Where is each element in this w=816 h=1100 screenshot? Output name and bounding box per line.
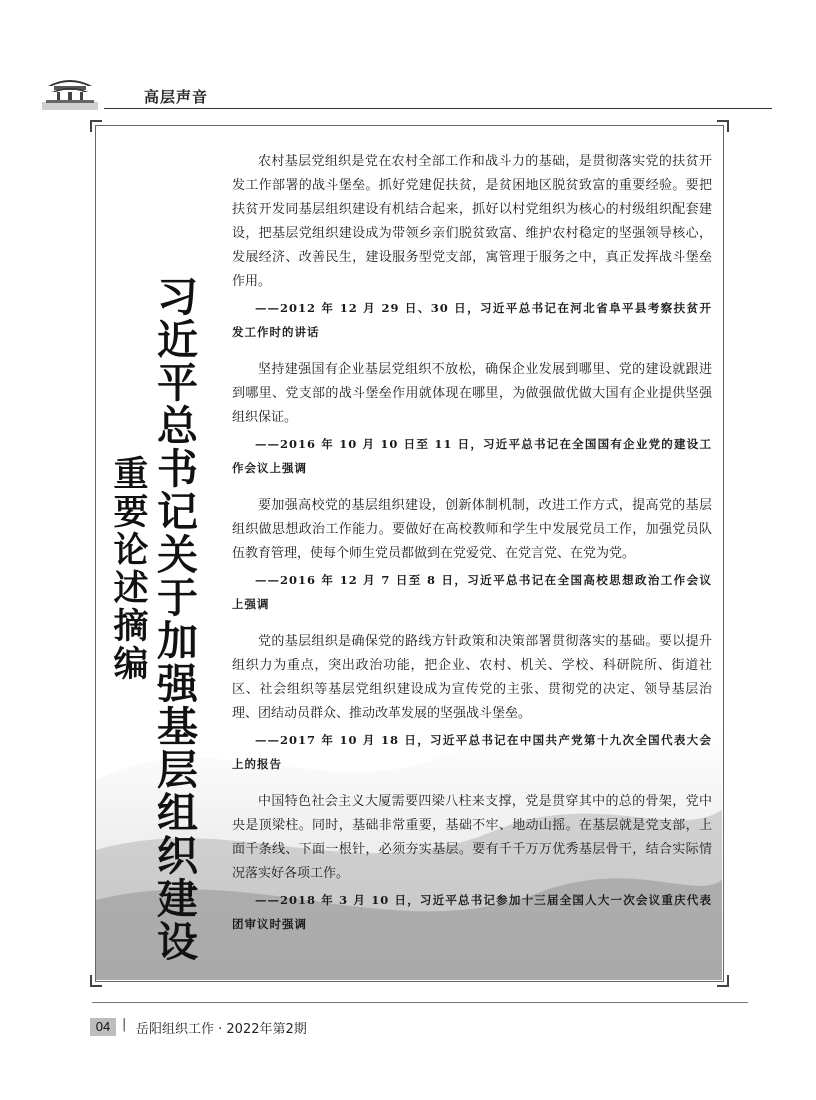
quote-text: 党的基层组织是确保党的路线方针政策和决策部署贯彻落实的基础。要以提升组织力为重点，突出政治功能，把企业、农村、机关、学校、科研院所、街道社区、社会组织等基层党组织建设成为宣传党的主张、贯彻党的决定、领导基层治理、团结动员群众、推动改革发展的坚强战斗堡垒。: [232, 634, 712, 721]
article-title: 习近平总书记关于加强基层组织建设: [150, 275, 198, 963]
quote-source: ——2012 年 12 月 29 日、30 日，习近平总书记在河北省阜平县考察扶贫开发工作时的讲话: [232, 301, 712, 339]
footer-divider: [92, 1002, 748, 1003]
section-label: 高层声音: [144, 88, 209, 106]
quote-text: 农村基层党组织是党在农村全部工作和战斗力的基础，是贯彻落实党的扶贫开发工作部署的战斗堡垒。抓好党建促扶贫，是贫困地区脱贫致富的重要经验。要把扶贫开发同基层组织建设有机结合起来，抓好以村党组织为核心的村级组织配套建设，把基层党组织建设成为带领乡亲们脱贫致富、维护农村稳定的坚强领导核心，发展经济、改善民生，建设服务型党支部，寓管理于服务之中，真正发挥战斗堡垒作用。: [232, 154, 712, 289]
quote-source: ——2018 年 3 月 10 日，习近平总书记参加十三届全国人大一次会议重庆代表团审议时强调: [232, 893, 712, 931]
journal-issue: 岳阳组织工作 · 2022年第2期: [136, 1022, 307, 1037]
article-subtitle: 重要论述摘编: [108, 455, 148, 683]
pavilion-logo-icon: [42, 72, 98, 110]
page-number: 04: [90, 1018, 116, 1036]
quote-text: 坚持建强国有企业基层党组织不放松，确保企业发展到哪里、党的建设就跟进到哪里、党支部的战斗堡垒作用就体现在哪里，为做强做优做大国有企业提供坚强组织保证。: [232, 362, 712, 425]
page-header: [42, 72, 772, 112]
quote-block: [232, 790, 712, 936]
quote-block: [232, 630, 712, 776]
quote-text: 中国特色社会主义大厦需要四梁八柱来支撑，党是贯穿其中的总的骨架，党中央是顶梁柱。同时，基础非常重要，基础不牢、地动山摇。在基层就是党支部，上面千条线、下面一根针，必须夯实基层。要有千千万万优秀基层骨干，结合实际情况落实好各项工作。: [232, 794, 712, 881]
quote-block: [232, 150, 712, 344]
quote-source: ——2016 年 12 月 7 日至 8 日，习近平总书记在全国高校思想政治工作会议上强调: [232, 573, 712, 611]
quote-text: 要加强高校党的基层组织建设，创新体制机制，改进工作方式，提高党的基层组织做思想政治工作能力。要做好在高校教师和学生中发展党员工作，加强党员队伍教育管理，使每个师生党员都做到在党爱党、在党言党、在党为党。: [232, 498, 712, 561]
quote-source: ——2016 年 10 月 10 日至 11 日，习近平总书记在全国国有企业党的建设工作会议上强调: [232, 437, 712, 475]
footer-separator: |: [122, 1017, 127, 1032]
quote-block: [232, 358, 712, 480]
header-divider: [104, 108, 772, 109]
quotes-column: [232, 150, 712, 950]
quote-source: ——2017 年 10 月 18 日，习近平总书记在中国共产党第十九次全国代表大会上的报告: [232, 733, 712, 771]
quote-block: [232, 494, 712, 616]
